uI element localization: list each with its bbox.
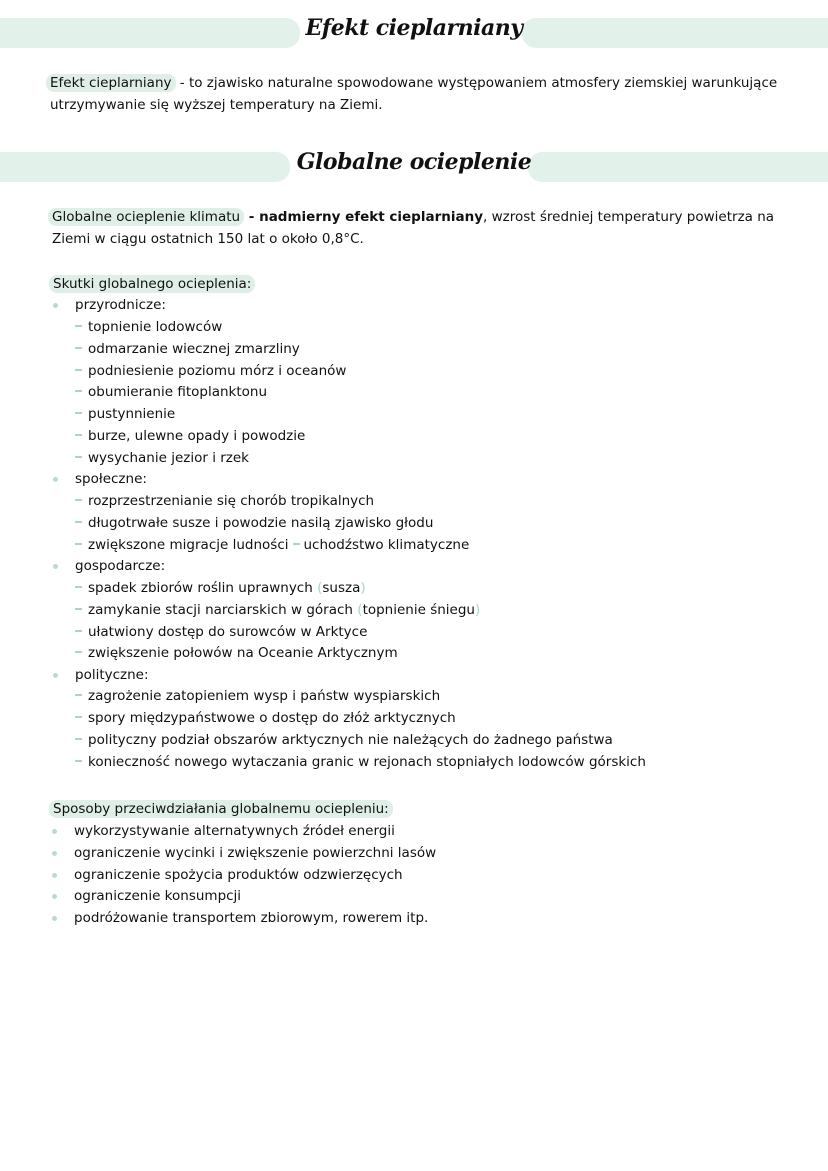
list-item: ograniczenie wycinki i zwiększenie powierzchni lasów	[74, 845, 437, 861]
list-item: burze, ulewne opady i powodzie	[75, 426, 305, 447]
list-item: ułatwiony dostęp do surowców w Arktyce	[75, 622, 367, 643]
list-item: zagrożenie zatopieniem wysp i państw wyspiarskich	[75, 686, 440, 707]
definition-paragraph	[52, 206, 802, 250]
countermeasures-heading	[53, 799, 393, 820]
list-item: wysychanie jezior i rzek	[75, 448, 249, 469]
category-label: przyrodnicze:	[75, 297, 166, 313]
definition-text-line2: utrzymywanie się wyższej temperatury na Ziemi.	[50, 97, 383, 113]
bullet-dot	[53, 564, 58, 569]
list-item: polityczny podział obszarów arktycznych nie należących do żadnego państwa	[75, 730, 613, 751]
list-item: zamykanie stacji narciarskich w górach (topnienie śniegu)	[75, 600, 480, 621]
definition-text-line2: Ziemi w ciągu ostatnich 150 lat o około 0,8°C.	[52, 231, 364, 247]
term-highlight: Globalne ocieplenie klimatu	[48, 208, 244, 226]
list-item: długotrwałe susze i powodzie nasilą zjawisko głodu	[75, 513, 433, 534]
bold-definition: - nadmierny efekt cieplarniany	[244, 209, 484, 225]
list-item: spory międzypaństwowe o dostęp do złóż arktycznych	[75, 708, 456, 729]
section-header-globalne	[0, 149, 828, 186]
list-item: pustynnienie	[75, 404, 175, 425]
bullet-dot	[52, 829, 57, 834]
list-item: podróżowanie transportem zbiorowym, rowerem itp.	[74, 910, 429, 926]
section-header-efekt	[0, 15, 828, 52]
list-item: wykorzystywanie alternatywnych źródeł energii	[74, 823, 395, 839]
effects-heading	[53, 274, 255, 295]
section-title: Globalne ocieplenie	[296, 149, 532, 175]
category-label: polityczne:	[75, 667, 149, 683]
effects-heading-text: Skutki globalnego ocieplenia:	[49, 275, 255, 293]
bullet-dot	[52, 916, 57, 921]
list-item: odmarzanie wiecznej zmarzliny	[75, 339, 300, 360]
list-item: spadek zbiorów roślin uprawnych (susza)	[75, 578, 366, 599]
bullet-dot	[53, 673, 58, 678]
bullet-dot	[52, 873, 57, 878]
category-label: gospodarcze:	[75, 558, 166, 574]
category-label: społeczne:	[75, 471, 147, 487]
countermeasures-heading-text: Sposoby przeciwdziałania globalnemu ociepleniu:	[49, 800, 393, 818]
list-item: rozprzestrzenianie się chorób tropikalnych	[75, 491, 374, 512]
bullet-dot	[53, 477, 58, 482]
definition-text: , wzrost średniej temperatury powietrza na	[483, 209, 775, 225]
bullet-dot	[52, 851, 57, 856]
list-item: podniesienie poziomu mórz i oceanów	[75, 361, 346, 382]
list-item: zwiększone migracje ludności uchodźstwo klimatyczne	[75, 535, 469, 556]
list-item: obumieranie fitoplanktonu	[75, 382, 267, 403]
list-item: konieczność nowego wytaczania granic w rejonach stopniałych lodowców górskich	[75, 752, 646, 773]
bullet-dot	[52, 894, 57, 899]
bullet-dot	[53, 303, 58, 308]
section-title: Efekt cieplarniany	[305, 15, 523, 41]
term-highlight: Efekt cieplarniany	[46, 74, 176, 92]
list-item: zwiększenie połowów na Oceanie Arktycznym	[75, 643, 398, 664]
list-item: ograniczenie spożycia produktów odzwierzęcych	[74, 867, 403, 883]
definition-paragraph	[50, 72, 800, 116]
definition-text: - to zjawisko naturalne spowodowane występowaniem atmosfery ziemskiej warunkujące	[175, 75, 778, 91]
list-item: ograniczenie konsumpcji	[74, 888, 242, 904]
list-item: topnienie lodowców	[75, 317, 222, 338]
